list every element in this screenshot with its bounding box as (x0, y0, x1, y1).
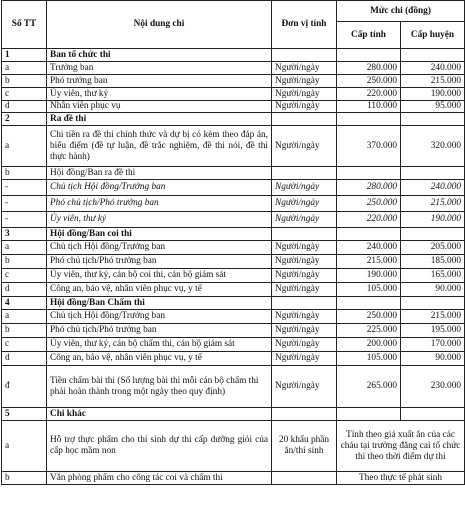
row-district-rate: 215.000 (401, 196, 465, 212)
row-content: Chủ tịch Hội đồng/Trưởng ban (47, 241, 272, 255)
row-district-rate: 205.000 (401, 241, 465, 255)
row-content: Ủy viên, thư ký (47, 88, 272, 101)
section-row (2, 408, 465, 421)
row-unit: Người/ngày (272, 196, 337, 212)
row-unit (272, 297, 337, 310)
row-content: Hội đồng/Ban Chấm thi (47, 297, 272, 310)
table-row (2, 196, 465, 212)
row-province-rate: 110.000 (337, 101, 401, 113)
row-unit (272, 49, 337, 62)
row-number: c (2, 269, 47, 283)
row-number: d (2, 283, 47, 297)
row-content: Văn phòng phẩm cho công tác coi và chấm thi (47, 472, 272, 485)
row-unit: Người/ngày (272, 88, 337, 101)
row-number: - (2, 180, 47, 196)
table-row (2, 167, 465, 180)
row-content: Hội đồng/Ban coi thi (47, 228, 272, 241)
row-district-rate (401, 49, 465, 62)
row-province-rate: 105.000 (337, 352, 401, 366)
table-row (2, 421, 465, 472)
row-district-rate: 185.000 (401, 255, 465, 269)
row-district-rate: 320.000 (401, 126, 465, 167)
row-number: a (2, 421, 47, 472)
row-province-rate: 225.000 (337, 324, 401, 338)
header-unit: Đơn vị tính (272, 1, 337, 49)
row-content: Chi tiền ra đề thi chính thức và dự bị có kèm theo đáp án, biểu điểm (đề tự luận, đề trắc nghiệm, đề thi nói, đề thi thực hành) (47, 126, 272, 167)
row-content: Trưởng ban (47, 62, 272, 75)
header-province: Cấp tỉnh (337, 22, 401, 49)
row-content: Hội đồng/Ban ra đề thi (47, 167, 272, 180)
row-district-rate: 90.000 (401, 283, 465, 297)
row-number: d (2, 352, 47, 366)
row-content: Công an, bảo vệ, nhân viên phục vụ, y tế (47, 283, 272, 297)
row-unit: Người/ngày (272, 310, 337, 324)
row-province-rate: 280.000 (337, 180, 401, 196)
row-number: c (2, 338, 47, 352)
table-row (2, 310, 465, 324)
row-district-rate: 240.000 (401, 180, 465, 196)
table-row (2, 255, 465, 269)
row-province-rate: 220.000 (337, 212, 401, 228)
table-row (2, 180, 465, 196)
row-rate-note: Theo thực tế phát sinh (337, 472, 465, 485)
row-district-rate: 240.000 (401, 62, 465, 75)
row-province-rate (337, 297, 401, 310)
row-number: b (2, 324, 47, 338)
row-number: - (2, 212, 47, 228)
row-province-rate: 265.000 (337, 366, 401, 408)
table-row (2, 366, 465, 408)
row-unit: 20 khẩu phần ăn/thí sinh (272, 421, 337, 472)
row-content: Ủy viên, thư ký, cán bộ chấm thi, cán bộ giám sát (47, 338, 272, 352)
row-district-rate: 215.000 (401, 310, 465, 324)
row-province-rate: 240.000 (337, 241, 401, 255)
table-row (2, 101, 465, 113)
row-number: 3 (2, 228, 47, 241)
row-number: a (2, 241, 47, 255)
row-province-rate (337, 167, 401, 180)
row-number: b (2, 75, 47, 88)
header-no: Số TT (2, 1, 47, 49)
row-district-rate: 215.000 (401, 75, 465, 88)
row-content: Chủ tịch Hội đồng/Trưởng ban (47, 310, 272, 324)
row-unit: Người/ngày (272, 62, 337, 75)
table-row (2, 88, 465, 101)
row-province-rate (337, 408, 401, 421)
row-unit: Người/ngày (272, 75, 337, 88)
section-row (2, 49, 465, 62)
row-number: b (2, 167, 47, 180)
table-row (2, 62, 465, 75)
row-unit: Người/ngày (272, 324, 337, 338)
row-number: b (2, 472, 47, 485)
row-district-rate: 230.000 (401, 366, 465, 408)
row-unit: Người/ngày (272, 352, 337, 366)
row-content: Phó chủ tịch/Phó trưởng ban (47, 196, 272, 212)
row-unit (272, 113, 337, 126)
row-district-rate: 190.000 (401, 212, 465, 228)
row-number: d (2, 101, 47, 113)
table-row (2, 126, 465, 167)
row-province-rate (337, 228, 401, 241)
row-province-rate: 250.000 (337, 310, 401, 324)
row-district-rate: 90.000 (401, 352, 465, 366)
header-content: Nội dung chi (47, 1, 272, 49)
row-content: Công an, bảo vệ, nhân viên phục vụ, y tế (47, 352, 272, 366)
row-unit: Người/ngày (272, 126, 337, 167)
row-province-rate: 280.000 (337, 62, 401, 75)
row-number: 4 (2, 297, 47, 310)
row-number: a (2, 310, 47, 324)
row-province-rate: 250.000 (337, 196, 401, 212)
row-district-rate: 195.000 (401, 324, 465, 338)
row-unit (272, 167, 337, 180)
row-number: - (2, 196, 47, 212)
row-district-rate: 170.000 (401, 338, 465, 352)
row-province-rate (337, 113, 401, 126)
row-number: 5 (2, 408, 47, 421)
table-row (2, 283, 465, 297)
row-district-rate (401, 167, 465, 180)
row-unit: Người/ngày (272, 338, 337, 352)
row-unit: Người/ngày (272, 212, 337, 228)
row-unit: Người/ngày (272, 269, 337, 283)
header-level: Mức chi (đồng) (337, 1, 465, 22)
row-unit (272, 472, 337, 485)
row-content: Phó chủ tịch/Phó trưởng ban (47, 324, 272, 338)
row-content: Nhân viên phục vụ (47, 101, 272, 113)
table-body (2, 49, 465, 485)
row-content: Tiền chấm bài thi (Số lượng bài thi mỗi cán bộ chấm thi phải hoàn thành trong một ngày theo quy định) (47, 366, 272, 408)
row-number: a (2, 126, 47, 167)
row-number: c (2, 88, 47, 101)
row-district-rate: 190.000 (401, 88, 465, 101)
row-content: Ban tổ chức thi (47, 49, 272, 62)
row-province-rate: 105.000 (337, 283, 401, 297)
row-number: 2 (2, 113, 47, 126)
row-district-rate (401, 297, 465, 310)
row-number: đ (2, 366, 47, 408)
row-province-rate: 250.000 (337, 75, 401, 88)
row-content: Hỗ trợ thực phẩm cho thí sinh dự thi cấp dưỡng giỏi của cấp học mầm non (47, 421, 272, 472)
row-content: Phó trưởng ban (47, 75, 272, 88)
row-district-rate (401, 408, 465, 421)
section-row (2, 113, 465, 126)
row-province-rate: 215.000 (337, 255, 401, 269)
row-unit: Người/ngày (272, 366, 337, 408)
expense-table (1, 0, 465, 485)
row-district-rate (401, 113, 465, 126)
row-province-rate: 200.000 (337, 338, 401, 352)
section-row (2, 228, 465, 241)
row-content: Chi khác (47, 408, 272, 421)
row-province-rate (337, 49, 401, 62)
table-row (2, 338, 465, 352)
row-content: Ủy viên, thư ký, cán bộ coi thi, cán bộ giám sát (47, 269, 272, 283)
row-content: Ủy viên, thư ký (47, 212, 272, 228)
section-row (2, 297, 465, 310)
row-district-rate (401, 228, 465, 241)
row-province-rate: 370.000 (337, 126, 401, 167)
row-number: a (2, 62, 47, 75)
row-content: Phó chủ tịch/Phó trưởng ban (47, 255, 272, 269)
header-district: Cấp huyện (401, 22, 465, 49)
row-content: Chủ tịch Hội đồng/Trưởng ban (47, 180, 272, 196)
row-unit (272, 408, 337, 421)
table-row (2, 212, 465, 228)
row-unit: Người/ngày (272, 255, 337, 269)
row-rate-note: Tính theo giá xuất ăn của các cháu tại trường đăng cai tổ chức thi theo thời điểm dự thi (337, 421, 465, 472)
row-unit (272, 228, 337, 241)
row-number: 1 (2, 49, 47, 62)
row-district-rate: 95.000 (401, 101, 465, 113)
table-row (2, 241, 465, 255)
row-number: b (2, 255, 47, 269)
table-row (2, 75, 465, 88)
table-row (2, 324, 465, 338)
row-unit: Người/ngày (272, 241, 337, 255)
row-province-rate: 220.000 (337, 88, 401, 101)
row-content: Ra đề thi (47, 113, 272, 126)
table-row (2, 352, 465, 366)
row-province-rate: 190.000 (337, 269, 401, 283)
row-district-rate: 165.000 (401, 269, 465, 283)
row-unit: Người/ngày (272, 283, 337, 297)
table-row (2, 269, 465, 283)
row-unit: Người/ngày (272, 180, 337, 196)
table-row (2, 472, 465, 485)
row-unit: Người/ngày (272, 101, 337, 113)
